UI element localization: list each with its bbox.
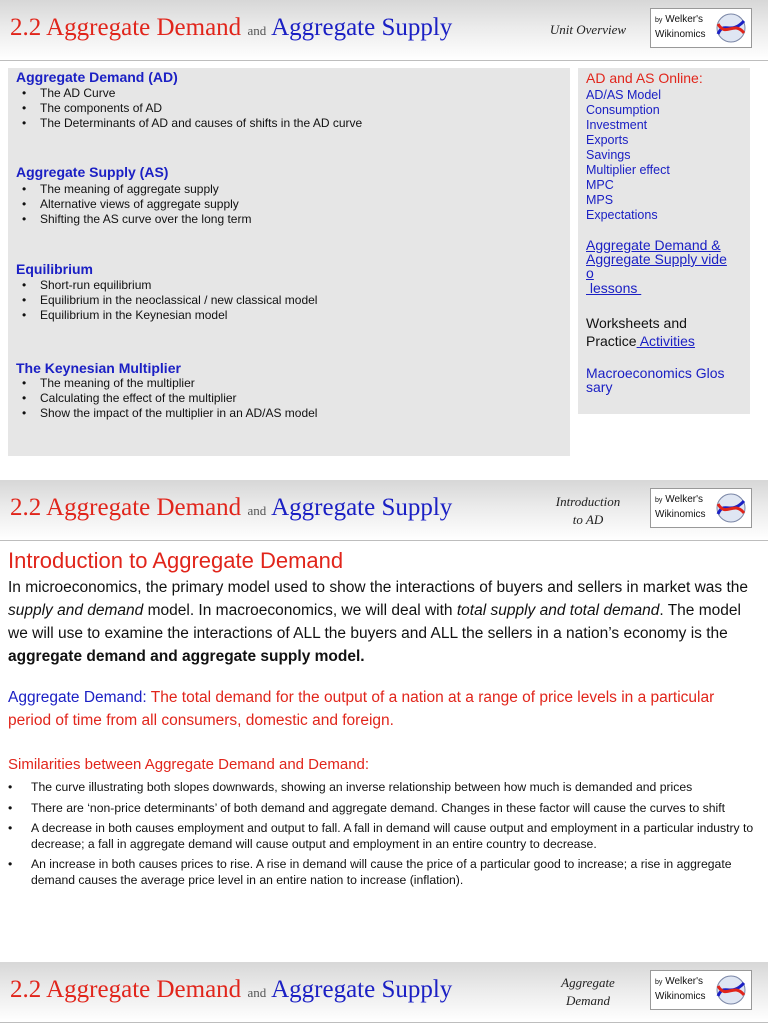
slide-subtitle: Aggregate Demand	[561, 975, 615, 1008]
topic-list-as	[16, 182, 556, 227]
slide-title: 2.2 Aggregate Demand and Aggregate Supply	[10, 494, 453, 521]
section-title: Introduction to Aggregate Demand	[8, 548, 344, 573]
section-heading-as: Aggregate Supply (AS)	[16, 164, 169, 180]
link-exports[interactable]: Exports	[586, 133, 629, 147]
slide-header	[0, 0, 768, 61]
online-heading: AD and AS Online:	[586, 70, 703, 86]
logo-graph-icon	[714, 974, 748, 1006]
section-heading-multiplier: The Keynesian Multiplier	[16, 360, 181, 376]
list-item: • An increase in both causes prices to rise. A rise in demand will cause the price of a particular good to increase; a rise in aggregate demand causes the average price level in an entire nation to increase (inflation).	[8, 857, 756, 888]
slide-title: 2.2 Aggregate Demand and Aggregate Supply	[10, 976, 453, 1003]
wikinomics-logo: by Welker's Wikinomics	[650, 970, 752, 1010]
slide-header	[0, 962, 768, 1023]
topic-list-ad	[16, 86, 556, 131]
wikinomics-logo: by Welker's Wikinomics	[650, 8, 752, 48]
link-consumption[interactable]: Consumption	[586, 103, 660, 117]
logo-graph-icon	[714, 12, 748, 44]
logo-graph-icon	[714, 492, 748, 524]
list-item: • The Determinants of AD and causes of shifts in the AD curve	[16, 116, 556, 131]
topic-list-multiplier	[16, 376, 556, 421]
list-item: • The meaning of aggregate supply	[16, 182, 556, 197]
link-expectations[interactable]: Expectations	[586, 208, 658, 222]
wikinomics-logo: by Welker's Wikinomics	[650, 488, 752, 528]
section-heading-equilibrium: Equilibrium	[16, 261, 93, 277]
list-item: • A decrease in both causes employment and output to fall. A fall in demand will cause output and employment in a particular industry to decrease; a fall in aggregate demand will cause output and employment in an entire country to decrease.	[8, 821, 756, 852]
slide-subtitle: Introduction to AD	[555, 494, 621, 527]
list-item: • Calculating the effect of the multiplier	[16, 391, 556, 406]
slide-header	[0, 480, 768, 541]
list-item: • The AD Curve	[16, 86, 556, 101]
link-adas-model[interactable]: AD/AS Model	[586, 88, 662, 102]
online-link-list	[586, 88, 670, 223]
online-resources-panel	[578, 68, 750, 414]
list-item: • The components of AD	[16, 101, 556, 116]
link-multiplier-effect[interactable]: Multiplier effect	[586, 163, 670, 177]
link-mpc[interactable]: MPC	[586, 178, 614, 192]
list-item: • Short-run equilibrium	[16, 278, 556, 293]
list-item: • There are ‘non-price determinants’ of both demand and aggregate demand. Changes in these factor will cause the curves to shift	[8, 801, 756, 817]
section-heading-ad: Aggregate Demand (AD)	[16, 69, 178, 85]
list-item: • Equilibrium in the neoclassical / new classical model	[16, 293, 556, 308]
intro-paragraph: In microeconomics, the primary model used to show the interactions of buyers and sellers in market was the supply and demand model. In macroeconomics, we will deal with total supply and total demand. The model we will use to examine the interactions of ALL the buyers and ALL the sellers in a nation’s economy is the aggregate demand and aggregate supply model.	[8, 579, 749, 665]
list-item: • The meaning of the multiplier	[16, 376, 556, 391]
slide-title: 2.2 Aggregate Demand and Aggregate Supply	[10, 14, 453, 41]
list-item: • Show the impact of the multiplier in an AD/AS model	[16, 406, 556, 421]
worksheets-block: Worksheets and Practice Activities	[586, 315, 695, 349]
similarities-list	[8, 780, 756, 893]
link-investment[interactable]: Investment	[586, 118, 648, 132]
list-item: • Alternative views of aggregate supply	[16, 197, 556, 212]
slide-subtitle: Unit Overview	[549, 22, 627, 37]
list-item: • The curve illustrating both slopes downwards, showing an inverse relationship between how much is demanded and prices	[8, 780, 756, 796]
topic-list-equilibrium	[16, 278, 556, 323]
unit-topics-panel	[8, 68, 570, 456]
glossary-link[interactable]: Macroeconomics Glos sary	[586, 365, 725, 395]
link-savings[interactable]: Savings	[586, 148, 631, 162]
ad-definition: Aggregate Demand: The total demand for the output of a nation at a range of price levels in a particular period of time from all consumers, domestic and foreign.	[8, 689, 715, 729]
activities-link[interactable]: Activities	[636, 333, 695, 349]
list-item: • Shifting the AS curve over the long term	[16, 212, 556, 227]
video-lessons-link[interactable]: Aggregate Demand & Aggregate Supply vide o lessons	[586, 237, 727, 296]
similarities-heading: Similarities between Aggregate Demand and Demand:	[8, 756, 370, 773]
link-mps[interactable]: MPS	[586, 193, 614, 207]
list-item: • Equilibrium in the Keynesian model	[16, 308, 556, 323]
